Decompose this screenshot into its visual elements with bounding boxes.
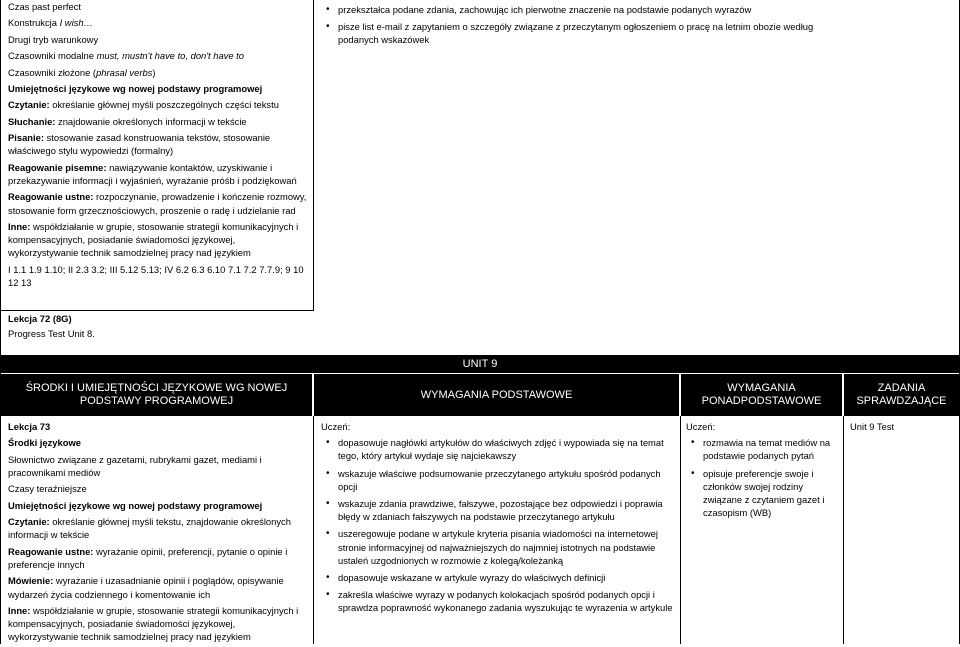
text-run: Słuchanie: <box>8 115 59 127</box>
col-divider-3 <box>843 416 844 644</box>
content-line <box>8 98 308 111</box>
basic-requirements <box>321 420 673 619</box>
text-run: I 1.1 1.9 1.10; II 2.3 3.2; III 5.12 5.13; IV 6.2 6.3 6.10 7.1 7.2 7.7.9; 9 10 12 13 <box>8 263 304 288</box>
requirement-item: • przekształca podane zdania, zachowując ich pierwotne znaczenie na podstawie podanych wyrazów <box>324 3 824 16</box>
text-run: Czasy teraźniejsze <box>8 483 87 495</box>
header-wymagania-ponadpodstawowe: WYMAGANIA PONADPODSTAWOWE <box>681 374 842 416</box>
text-run: Umiejętności językowe wg nowej podstawy programowej <box>8 82 263 94</box>
text-run: Czasowniki modalne <box>8 50 97 62</box>
header-wymagania-podstawowe: WYMAGANIA PODSTAWOWE <box>314 374 679 416</box>
text-run: współdziałanie w grupie, stosowanie strategii komunikacyjnych i kompensacyjnych, posiadanie świadomości językowej, wykorzystywanie technik samodzielnej pracy nad językiem <box>8 220 299 259</box>
requirement-item: • dopasowuje wskazane w artykule wyrazy do właściwych definicji <box>324 571 673 584</box>
lekcja-72-title: Lekcja 72 (8G) <box>8 313 72 324</box>
text-run: Inne: <box>8 220 33 232</box>
text-run: Pisanie: <box>8 132 47 144</box>
text-run: wyrażanie opinii, preferencji, pytanie o opinie i preferencje innych <box>8 545 288 570</box>
text-run: Czytanie: <box>8 99 53 111</box>
text-run: współdziałanie w grupie, stosowanie strategii komunikacyjnych i kompensacyjnych, posiadanie świadomości językowej, wykorzystywanie technik samodzielnej pracy nad językiem <box>8 604 299 643</box>
border-divider-top <box>313 0 314 310</box>
content-line <box>8 604 308 644</box>
text-run: Konstrukcja <box>8 17 60 29</box>
zadania-sprawdzajace: Unit 9 Test <box>850 421 895 432</box>
text-run: Czytanie: <box>8 516 53 528</box>
requirement-item: • wskazuje właściwe podsumowanie przeczytanego artykułu spośród podanych opcji <box>324 467 673 493</box>
text-run: Środki językowe <box>8 437 81 449</box>
content-line <box>8 66 308 79</box>
requirement-item: • dopasowuje nagłówki artykułów do właściwych zdjęć i wypowiada się na temat tego, który artykuł wydaje się najciekawszy <box>324 436 673 462</box>
text-run: ) <box>152 66 156 78</box>
text-run: stosowanie zasad konstruowania tekstów, stosowanie właściwego stylu wypowiedzi (formalny) <box>8 132 271 157</box>
content-line <box>8 115 308 128</box>
content-line <box>8 190 308 216</box>
requirement-item: • opisuje preferencje swoje i członków swojej rodziny związane z czytaniem gazet i czasopism (WB) <box>689 467 838 520</box>
content-line <box>8 436 308 449</box>
border-lekcja72-top <box>0 310 314 311</box>
col-divider-2 <box>680 416 681 644</box>
text-run: Mówienie: <box>8 575 56 587</box>
text-run: znajdowanie określonych informacji w tekście <box>58 115 247 127</box>
prev-lesson-content <box>8 0 308 292</box>
content-line <box>8 33 308 46</box>
unit-title-bar: UNIT 9 <box>1 356 959 373</box>
text-run: Reagowanie pisemne: <box>8 161 110 173</box>
header-zadania: ZADANIA SPRAWDZAJĄCE <box>844 374 959 416</box>
content-line <box>8 482 308 495</box>
content-line <box>8 263 308 289</box>
text-run: określanie głównej myśli tekstu, znajdowanie określonych informacji w tekście <box>8 516 291 541</box>
content-line <box>8 499 308 512</box>
content-line <box>8 16 308 29</box>
text-run: I wish… <box>59 17 93 29</box>
header-srodki: ŚRODKI I UMIEJĘTNOŚCI JĘZYKOWE WG NOWEJ PODSTAWY PROGRAMOWEJ <box>1 374 312 416</box>
requirement-item: • pisze list e-mail z zapytaniem o szczegóły związane z przeczytanym ogłoszeniem o pracę na letnim obozie według podanych wskazówek <box>324 20 824 46</box>
requirement-item: • zakreśla właściwe wyrazy w podanych kolokacjach spośród podanych opcji i sprawdza poprawność wykonanego zadania wyszukując te wyrazenia w artykule <box>324 588 673 614</box>
text-run: must, mustn't have to, don't have to <box>96 50 245 62</box>
content-line <box>8 420 308 433</box>
content-line <box>8 0 308 13</box>
content-line <box>8 49 308 62</box>
advanced-requirements <box>686 420 838 523</box>
text-run: Czasowniki złożone ( <box>8 66 97 78</box>
text-run: nawiązywanie kontaktów, uzyskiwanie i przekazywanie informacji i wyjaśnień, wyrażanie próśb i podziękowań <box>8 161 297 186</box>
uczen-label-2: Uczeń: <box>686 421 716 432</box>
text-run: rozpoczynanie, prowadzenie i kończenie rozmowy, stosowanie form grzecznościowych, proszenie o radę i udzielanie rad <box>8 191 307 216</box>
text-run: Lekcja 73 <box>8 421 51 432</box>
lekcja-72-cell <box>8 312 308 340</box>
content-line <box>8 574 308 600</box>
requirement-item: • uszeregowuje podane w artykule kryteria pisania wiadomości na internetowej stronie informacyjnej od najważniejszych do najmniej istotnych na podstawie ustaleń uzgodnionych w rozmowie z kolegą/koleżanką <box>324 527 673 567</box>
text-run: phrasal verbs <box>96 66 153 78</box>
content-line <box>8 515 308 541</box>
lekcja-72-text: Progress Test Unit 8. <box>8 328 95 340</box>
text-run: Drugi tryb warunkowy <box>8 33 99 45</box>
text-run: Reagowanie ustne: <box>8 545 97 557</box>
border-left <box>0 0 1 355</box>
lekcja-73-content <box>8 420 308 647</box>
content-line <box>8 131 308 157</box>
text-run: wyrażanie i uzasadnianie opinii i poglądów, opisywanie wydarzeń życia codziennego i komentowanie ich <box>8 575 284 600</box>
content-line <box>8 545 308 571</box>
content-line <box>8 453 308 479</box>
content-line <box>8 161 308 187</box>
prev-requirements <box>324 3 824 51</box>
text-run: Umiejętności językowe wg nowej podstawy programowej <box>8 499 263 511</box>
text-run: Słownictwo związane z gazetami, rubrykami gazet, mediami i pracownikami mediów <box>8 453 262 478</box>
requirement-item: • rozmawia na temat mediów na podstawie podanych pytań <box>689 436 838 462</box>
col-divider-1 <box>313 416 314 644</box>
requirement-item: • wskazuje zdania prawdziwe, fałszywe, pozostające bez odpowiedzi i poprawia błędy w zdaniach fałszywych na podstawie przeczytanego artykułu <box>324 497 673 523</box>
content-line <box>8 82 308 95</box>
text-run: Reagowanie ustne: <box>8 191 97 203</box>
text-run: określanie głównej myśli poszczególnych części tekstu <box>52 99 279 111</box>
content-line <box>8 220 308 260</box>
text-run: Czas past perfect <box>8 1 81 12</box>
text-run: Inne: <box>8 604 33 616</box>
uczen-label: Uczeń: <box>321 421 351 432</box>
